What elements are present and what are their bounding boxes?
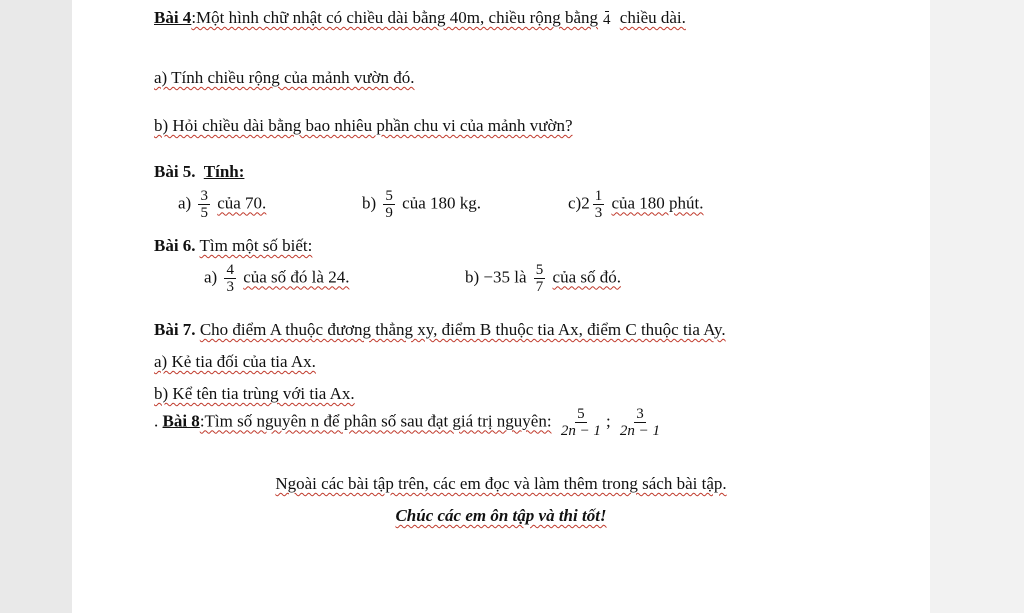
bai4-part-b: b) Hỏi chiều dài bằng bao nhiêu phần chu vi của mảnh vườn? (154, 116, 573, 135)
bai5-c-text: của 180 phút. (611, 193, 704, 213)
bai5-b-fraction (383, 188, 395, 221)
bai4-title: Bài 4 (154, 8, 192, 27)
bai5-c-label: c) (568, 193, 582, 213)
bai7-part-b: b) Kể tên tia trùng với tia Ax. (154, 384, 355, 403)
bai5-item-a (178, 188, 266, 221)
bai7-part-a: a) Kẻ tia đối của tia Ax. (154, 352, 316, 371)
bai6-a-den: 3 (226, 279, 234, 295)
bai5-a-den: 5 (200, 205, 208, 221)
bai7-text: Cho điểm A thuộc đương thẳng xy, điểm B thuộc tia Ax, điểm C thuộc tia Ay. (199, 320, 726, 339)
bai6-text: Tìm một số biết: (199, 236, 313, 255)
bai8-title: Bài 8 (162, 411, 200, 431)
bai6-a-num: 4 (226, 262, 234, 278)
bai5-a-text: của 70. (217, 193, 267, 213)
bai5-b-num: 5 (385, 188, 393, 204)
bai8-prefix: . (154, 411, 159, 431)
bai6-b-den: 7 (535, 279, 544, 295)
bai4-frac-den: 4 (603, 11, 611, 28)
bai4-fraction (601, 11, 613, 28)
bai5-b-den: 9 (385, 205, 393, 221)
document-page (72, 0, 930, 613)
bai8-fraction-2 (618, 406, 662, 439)
bai8-f1-den: 2n − 1 (560, 423, 601, 439)
bai4-line (154, 8, 686, 28)
bai6-b-label: b) −35 là (465, 267, 527, 287)
bai5-item-c (568, 188, 704, 221)
bai6-a-fraction (224, 262, 236, 295)
bai4-text: :Một hình chữ nhật có chiều dài bằng 40m, chiều rộng bằng (191, 8, 599, 27)
bai5-c-den: 3 (594, 205, 603, 221)
bai5-c-fraction (593, 188, 605, 221)
bai5-b-label: b) (362, 193, 377, 213)
bai8-f2-den: 2n − 1 (619, 423, 661, 439)
bai6-title: Bài 6. (154, 236, 196, 255)
footer-note: Ngoài các bài tập trên, các em đọc và làm thêm trong sách bài tập. (275, 474, 727, 493)
bai5-title: Bài 5. (154, 162, 196, 181)
bai4-text-end: chiều dài. (619, 8, 686, 27)
bai8-f2-num: 3 (636, 406, 644, 422)
bai8-text: :Tìm số nguyên n để phân số sau đạt giá trị nguyên: (199, 411, 552, 431)
bai5-heading (154, 162, 244, 182)
bai5-a-num: 3 (200, 188, 208, 204)
bai6-b-text: của số đó. (552, 267, 621, 287)
bai6-a-label: a) (204, 267, 218, 287)
bai6-heading (154, 236, 312, 256)
right-margin-area (930, 0, 1024, 613)
bai5-c-whole: 2 (581, 193, 590, 213)
bai6-b-fraction (534, 262, 546, 295)
bai5-sub: Tính: (203, 162, 245, 181)
bai7-title: Bài 7. (154, 320, 196, 339)
bai5-c-num: 1 (594, 188, 603, 204)
bai6-a-text: của số đó là 24. (243, 267, 350, 287)
bai5-a-fraction (198, 188, 210, 221)
bai6-b-num: 5 (535, 262, 544, 278)
bai8-line (154, 406, 665, 439)
bai8-fraction-1 (559, 406, 603, 439)
bai5-a-label: a) (178, 193, 192, 213)
bai6-item-a (204, 262, 349, 295)
bai8-separator: ; (605, 411, 611, 431)
bai7-line (154, 320, 726, 340)
bai6-item-b (465, 262, 621, 295)
footer-wish: Chúc các em ôn tập và thi tốt! (395, 506, 607, 525)
bai5-b-text: của 180 kg. (402, 193, 482, 213)
bai4-part-a: a) Tính chiều rộng của mảnh vườn đó. (154, 68, 415, 87)
bai8-f1-num: 5 (577, 406, 585, 422)
bai5-item-b (362, 188, 481, 221)
